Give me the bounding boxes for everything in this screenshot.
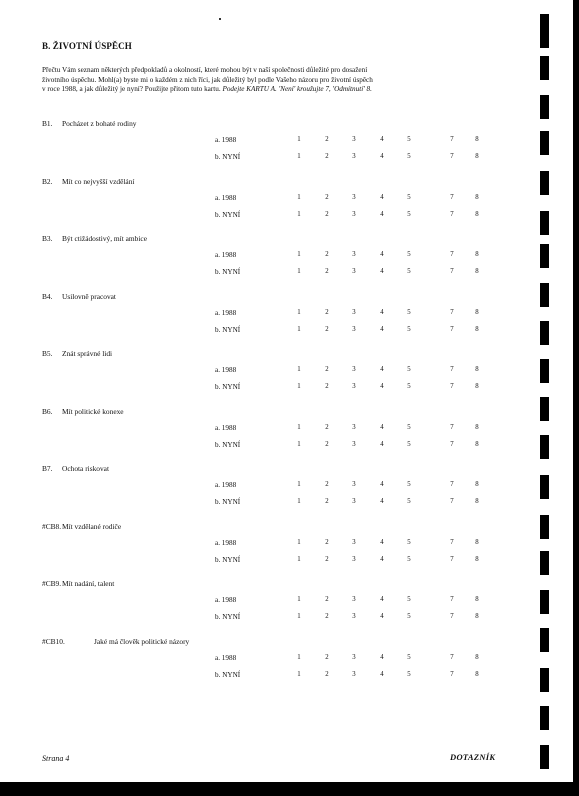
question-item <box>0 292 540 352</box>
scale-option[interactable]: 7 <box>450 325 454 333</box>
scale-option[interactable]: 2 <box>325 423 329 431</box>
scale-option[interactable]: 1 <box>297 383 301 390</box>
answer-row-now <box>0 441 540 453</box>
scale-option[interactable]: 5 <box>407 251 411 258</box>
scale-option[interactable]: 8 <box>475 423 479 431</box>
question-number: B5. <box>42 349 53 358</box>
question-label <box>42 234 147 243</box>
answer-row-now <box>0 153 540 165</box>
binding-mark <box>540 244 549 268</box>
row-label: b. NYNÍ <box>215 613 241 621</box>
question-label <box>42 579 114 588</box>
answer-row-past <box>0 424 540 436</box>
question-label <box>42 349 112 358</box>
scale-option[interactable]: 8 <box>475 555 479 563</box>
scale-option[interactable]: 8 <box>475 268 479 275</box>
scale-option[interactable]: 1 <box>297 366 301 373</box>
row-label: b. NYNÍ <box>215 440 241 449</box>
question-text: Usilovně pracovat <box>62 291 116 301</box>
binding-mark <box>540 131 549 155</box>
scale-option[interactable]: 2 <box>325 325 329 333</box>
scale-option[interactable]: 8 <box>475 653 479 661</box>
binding-mark <box>540 211 549 235</box>
scale-option[interactable]: 4 <box>380 136 384 143</box>
scale-option[interactable]: 8 <box>475 251 479 258</box>
scale-option[interactable]: 7 <box>450 251 454 258</box>
scale-option[interactable]: 3 <box>352 153 356 160</box>
row-label: b. NYNÍ <box>215 555 241 564</box>
row-label: a. 1988 <box>215 193 237 202</box>
question-text: Znát správné lidi <box>62 349 113 358</box>
scale-option[interactable]: 4 <box>380 423 384 431</box>
scale-option[interactable]: 8 <box>475 498 479 505</box>
question-number: B1. <box>42 119 53 128</box>
binding-mark <box>540 283 549 307</box>
question-item <box>0 579 540 639</box>
scale-option[interactable]: 3 <box>352 481 356 488</box>
scale-option[interactable]: 1 <box>297 481 301 488</box>
question-number: #CB10. <box>42 636 65 646</box>
scale-option[interactable]: 3 <box>352 538 356 546</box>
answer-row-past <box>0 539 540 551</box>
binding-mark <box>540 590 549 614</box>
scale-option[interactable]: 5 <box>407 308 411 316</box>
binding-mark <box>540 56 549 80</box>
scale-option[interactable]: 1 <box>297 268 301 275</box>
scale-option[interactable]: 5 <box>407 498 411 505</box>
scale-option[interactable]: 7 <box>450 481 454 488</box>
question-item <box>0 407 540 467</box>
answer-row-now <box>0 211 540 223</box>
scale-option[interactable]: 1 <box>297 596 301 603</box>
scale-option[interactable]: 1 <box>297 555 301 563</box>
scale-option[interactable]: 4 <box>380 538 384 546</box>
binding-mark <box>540 515 549 539</box>
row-label: a. 1988 <box>215 366 237 374</box>
scale-option[interactable]: 8 <box>475 366 479 373</box>
answer-row-past <box>0 654 540 666</box>
answer-row-past <box>0 481 540 493</box>
scale-option[interactable]: 2 <box>325 383 329 390</box>
intro-line-3-instruction: Podejte KARTU A. 'Není' kroužujte 7, 'Odmítnutí' 8. <box>222 85 372 94</box>
answer-row-now <box>0 671 540 683</box>
scale-option[interactable]: 4 <box>380 498 384 505</box>
question-item <box>0 637 540 697</box>
section-title: B. ŽIVOTNÍ ÚSPĚCH <box>42 41 132 51</box>
scale-option[interactable]: 1 <box>297 308 301 316</box>
scale-option[interactable]: 1 <box>297 251 301 258</box>
binding-mark <box>540 95 549 119</box>
scale-option[interactable]: 4 <box>380 153 384 160</box>
scale-option[interactable]: 5 <box>407 325 411 333</box>
scale-option[interactable]: 5 <box>407 193 411 201</box>
scale-option[interactable]: 3 <box>352 193 356 201</box>
row-label: a. 1988 <box>215 653 237 662</box>
scale-option[interactable]: 2 <box>325 251 329 258</box>
answer-row-past <box>0 251 540 263</box>
binding-mark <box>540 668 549 692</box>
scale-option[interactable]: 3 <box>352 268 356 275</box>
scale-option[interactable]: 3 <box>352 596 356 603</box>
scale-option[interactable]: 5 <box>407 538 411 546</box>
binding-mark <box>540 171 549 195</box>
scale-option[interactable]: 3 <box>352 366 356 373</box>
scale-option[interactable]: 5 <box>407 653 411 661</box>
binding-mark <box>540 628 549 652</box>
scale-option[interactable]: 4 <box>380 251 384 258</box>
scale-option[interactable]: 2 <box>325 538 329 546</box>
binding-mark <box>540 435 549 459</box>
scale-option[interactable]: 1 <box>297 210 301 218</box>
scale-option[interactable]: 3 <box>352 325 356 333</box>
scale-option[interactable]: 7 <box>450 136 454 143</box>
question-text: Být ctižádostivý, mít ambice <box>62 234 147 243</box>
scale-option[interactable]: 7 <box>450 670 454 678</box>
question-item <box>0 464 540 524</box>
scale-option[interactable]: 2 <box>325 653 329 661</box>
scale-option[interactable]: 7 <box>450 153 454 160</box>
scale-option[interactable]: 8 <box>475 193 479 201</box>
scale-option[interactable]: 8 <box>475 136 479 143</box>
row-label: b. NYNÍ <box>215 498 241 506</box>
question-item <box>0 119 540 179</box>
scale-option[interactable]: 2 <box>325 613 329 620</box>
scale-option[interactable]: 7 <box>450 555 454 563</box>
question-text: Ochota riskovat <box>62 464 109 473</box>
question-label <box>42 292 116 301</box>
intro-line-2: životního úspěchu. Mohl(a) byste mi o každém z nich říci, jak důležitý byl podle Vašeho názoru pro životní úspěch <box>42 75 373 84</box>
row-label: b. NYNÍ <box>215 383 241 391</box>
scale-option[interactable]: 7 <box>450 383 454 390</box>
scale-option[interactable]: 7 <box>450 423 454 431</box>
scale-option[interactable]: 4 <box>380 670 384 678</box>
scale-option[interactable]: 8 <box>475 325 479 333</box>
scale-option[interactable]: 5 <box>407 210 411 218</box>
scale-option[interactable]: 3 <box>352 251 356 258</box>
scale-option[interactable]: 1 <box>297 423 301 431</box>
page-edge-right <box>573 0 579 796</box>
binding-mark <box>540 14 549 48</box>
scale-option[interactable]: 2 <box>325 555 329 563</box>
row-label: a. 1988 <box>215 423 237 432</box>
binding-mark <box>540 475 549 499</box>
scale-option[interactable]: 4 <box>380 325 384 333</box>
row-label: b. NYNÍ <box>215 670 241 679</box>
document-title: DOTAZNÍK <box>450 752 496 762</box>
row-label: b. NYNÍ <box>215 153 241 161</box>
scale-option[interactable]: 4 <box>380 481 384 488</box>
scale-option[interactable]: 2 <box>325 670 329 678</box>
scale-option[interactable]: 8 <box>475 596 479 603</box>
scale-option[interactable]: 5 <box>407 555 411 563</box>
scale-option[interactable]: 1 <box>297 498 301 505</box>
scale-option[interactable]: 7 <box>450 498 454 505</box>
question-text: Pocházet z bohaté rodiny <box>62 119 137 128</box>
scale-option[interactable]: 2 <box>325 153 329 160</box>
question-label <box>42 177 134 186</box>
scale-option[interactable]: 8 <box>475 153 479 160</box>
scale-option[interactable]: 7 <box>450 210 454 218</box>
scale-option[interactable]: 2 <box>325 193 329 201</box>
scale-option[interactable]: 1 <box>297 670 301 678</box>
scale-option[interactable]: 7 <box>450 440 454 448</box>
answer-row-now <box>0 383 540 395</box>
scale-option[interactable]: 3 <box>352 383 356 390</box>
scale-option[interactable]: 3 <box>352 555 356 563</box>
scale-option[interactable]: 4 <box>380 555 384 563</box>
scale-option[interactable]: 5 <box>407 440 411 448</box>
intro-line-3-plain: v roce 1988, a jak důležitý je nyní? Použijte přitom tuto kartu. <box>42 85 221 94</box>
scale-option[interactable]: 7 <box>450 193 454 201</box>
scale-option[interactable]: 4 <box>380 653 384 661</box>
scale-option[interactable]: 4 <box>380 268 384 275</box>
binding-mark <box>540 359 549 383</box>
scale-option[interactable]: 3 <box>352 210 356 218</box>
scale-option[interactable]: 3 <box>352 613 356 620</box>
row-label: a. 1988 <box>215 136 237 144</box>
answer-row-now <box>0 556 540 568</box>
question-item <box>0 522 540 582</box>
scale-option[interactable]: 2 <box>325 268 329 275</box>
row-label: b. NYNÍ <box>215 268 241 276</box>
scale-option[interactable]: 2 <box>325 308 329 316</box>
scale-option[interactable]: 4 <box>380 383 384 390</box>
scale-option[interactable]: 4 <box>380 308 384 316</box>
scale-option[interactable]: 5 <box>407 268 411 275</box>
question-text: Mít politické konexe <box>62 406 124 416</box>
scale-option[interactable]: 7 <box>450 268 454 275</box>
answer-row-past <box>0 194 540 206</box>
question-label <box>42 522 121 531</box>
binding-marks <box>540 0 552 782</box>
scale-option[interactable]: 5 <box>407 366 411 373</box>
scale-option[interactable]: 4 <box>380 366 384 373</box>
row-label: a. 1988 <box>215 538 237 547</box>
scale-option[interactable]: 5 <box>407 383 411 390</box>
question-number: #CB9. <box>42 579 62 588</box>
scale-option[interactable]: 4 <box>380 440 384 448</box>
scan-speck <box>219 18 221 20</box>
scale-option[interactable]: 3 <box>352 423 356 431</box>
answer-row-past <box>0 366 540 378</box>
scale-option[interactable]: 3 <box>352 670 356 678</box>
scale-option[interactable]: 7 <box>450 596 454 603</box>
scale-option[interactable]: 1 <box>297 193 301 201</box>
scale-option[interactable]: 5 <box>407 136 411 143</box>
row-label: b. NYNÍ <box>215 325 241 334</box>
question-label <box>42 464 109 473</box>
question-label <box>42 637 189 646</box>
scale-option[interactable]: 5 <box>407 613 411 620</box>
scale-option[interactable]: 2 <box>325 210 329 218</box>
scale-option[interactable]: 7 <box>450 653 454 661</box>
question-text: Mít nadání, talent <box>62 579 115 588</box>
question-text: Jaké má člověk politické názory <box>94 636 190 646</box>
question-item <box>0 177 540 237</box>
row-label: a. 1988 <box>215 596 237 604</box>
answer-row-now <box>0 613 540 625</box>
page-number: Strana 4 <box>42 754 70 763</box>
scale-option[interactable]: 8 <box>475 481 479 488</box>
row-label: b. NYNÍ <box>215 210 241 219</box>
scale-option[interactable]: 5 <box>407 153 411 160</box>
scale-option[interactable]: 4 <box>380 596 384 603</box>
scale-option[interactable]: 2 <box>325 136 329 143</box>
scale-option[interactable]: 1 <box>297 153 301 160</box>
question-number: B3. <box>42 234 53 243</box>
binding-mark <box>540 321 549 345</box>
scale-option[interactable]: 8 <box>475 440 479 448</box>
answer-row-now <box>0 326 540 338</box>
scale-option[interactable]: 3 <box>352 136 356 143</box>
scale-option[interactable]: 4 <box>380 613 384 620</box>
scale-option[interactable]: 5 <box>407 670 411 678</box>
page-edge-bottom <box>0 782 579 796</box>
scale-option[interactable]: 8 <box>475 670 479 678</box>
answer-row-past <box>0 136 540 148</box>
scale-option[interactable]: 1 <box>297 538 301 546</box>
scale-option[interactable]: 3 <box>352 653 356 661</box>
scale-option[interactable]: 3 <box>352 308 356 316</box>
question-label <box>42 407 124 416</box>
scale-option[interactable]: 5 <box>407 596 411 603</box>
binding-mark <box>540 397 549 421</box>
row-label: a. 1988 <box>215 481 237 489</box>
scale-option[interactable]: 1 <box>297 653 301 661</box>
scale-option[interactable]: 2 <box>325 498 329 505</box>
binding-mark <box>540 551 549 575</box>
scale-option[interactable]: 7 <box>450 538 454 546</box>
scale-option[interactable]: 8 <box>475 308 479 316</box>
row-label: a. 1988 <box>215 308 237 317</box>
scale-option[interactable]: 4 <box>380 210 384 218</box>
question-text: Mít co nejvyšší vzdělání <box>62 176 135 186</box>
question-number: B6. <box>42 406 53 416</box>
scale-option[interactable]: 1 <box>297 325 301 333</box>
answer-row-past <box>0 596 540 608</box>
question-label <box>42 119 137 128</box>
scale-option[interactable]: 8 <box>475 210 479 218</box>
intro-line-3 <box>42 85 512 95</box>
question-item <box>0 234 540 294</box>
scale-option[interactable]: 2 <box>325 366 329 373</box>
answer-row-now <box>0 498 540 510</box>
scale-option[interactable]: 7 <box>450 308 454 316</box>
binding-mark <box>540 706 549 730</box>
scale-option[interactable]: 2 <box>325 481 329 488</box>
scale-option[interactable]: 5 <box>407 423 411 431</box>
question-number: B2. <box>42 176 53 186</box>
scale-option[interactable]: 8 <box>475 383 479 390</box>
intro-text <box>42 66 512 95</box>
scale-option[interactable]: 7 <box>450 613 454 620</box>
scale-option[interactable]: 1 <box>297 136 301 143</box>
scale-option[interactable]: 1 <box>297 440 301 448</box>
answer-row-past <box>0 309 540 321</box>
scale-option[interactable]: 5 <box>407 481 411 488</box>
question-item <box>0 349 540 409</box>
scale-option[interactable]: 3 <box>352 440 356 448</box>
row-label: a. 1988 <box>215 251 237 259</box>
intro-line-1: Přečtu Vám seznam některých předpokladů a okolností, které mohou být v naší společnosti důležité pro dosažení <box>42 66 368 74</box>
scale-option[interactable]: 2 <box>325 596 329 603</box>
scale-option[interactable]: 2 <box>325 440 329 448</box>
scale-option[interactable]: 8 <box>475 538 479 546</box>
question-number: B4. <box>42 291 53 301</box>
scale-option[interactable]: 3 <box>352 498 356 505</box>
question-text: Mít vzdělané rodiče <box>62 521 122 531</box>
scale-option[interactable]: 7 <box>450 366 454 373</box>
answer-row-now <box>0 268 540 280</box>
binding-mark <box>540 745 549 769</box>
scale-option[interactable]: 4 <box>380 193 384 201</box>
question-number: B7. <box>42 464 53 473</box>
scale-option[interactable]: 1 <box>297 613 301 620</box>
scale-option[interactable]: 8 <box>475 613 479 620</box>
question-number: #CB8. <box>42 521 62 531</box>
